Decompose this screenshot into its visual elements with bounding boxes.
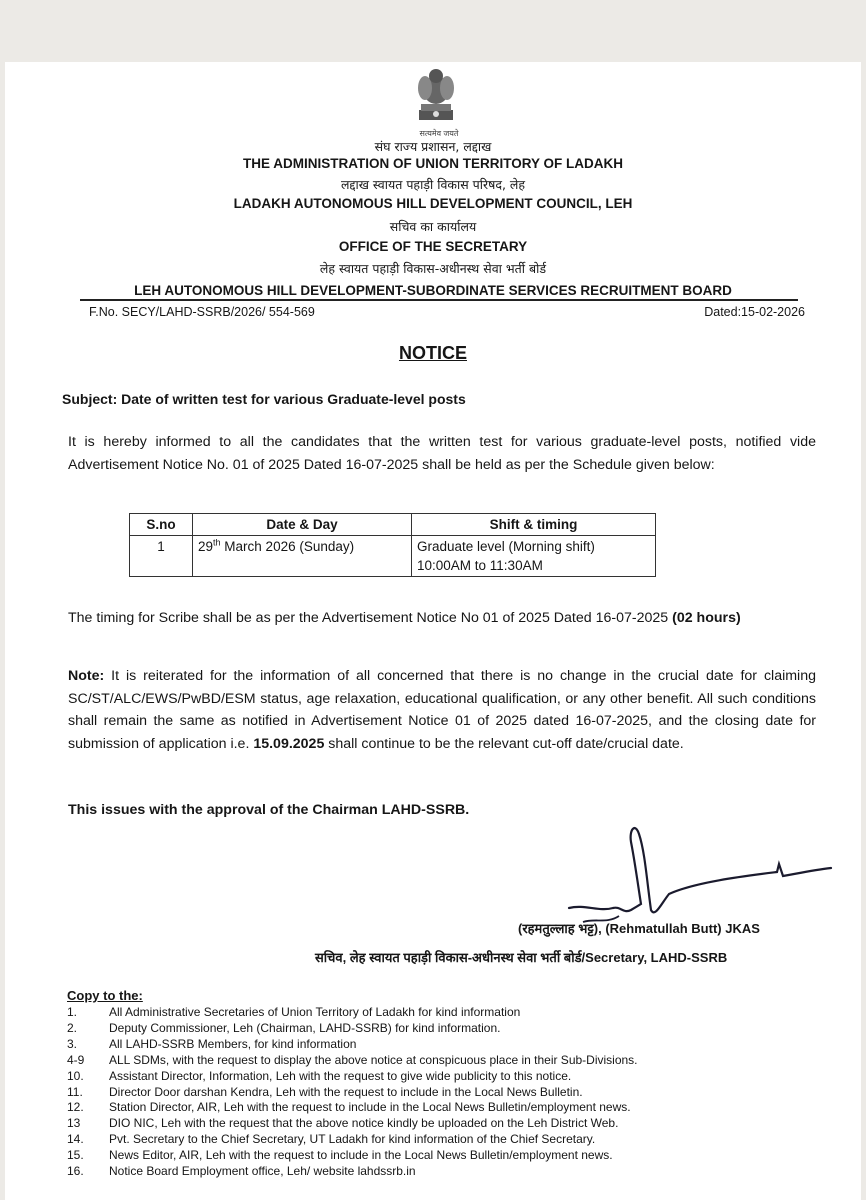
intro-paragraph: It is hereby informed to all the candidates that the written test for various graduate-level posts, notified vide Advertisement Notice No. 01 of 2025 Dated 16-07-2025 shall be held as per the Schedule given below: (68, 434, 816, 473)
header-line2-hindi: लद्दाख स्वायत पहाड़ी विकास परिषद, लेह (340, 177, 526, 192)
schedule-header-row (130, 514, 656, 536)
list-item (67, 1085, 638, 1101)
list-item (67, 1053, 638, 1069)
scribe-text: The timing for Scribe shall be as per the Advertisement Notice No 01 of 2025 Dated 16-07-2025 (68, 610, 673, 626)
shift-name: Graduate level (Morning shift) (417, 539, 595, 554)
header-line3-hindi: सचिव का कार्यालय (389, 219, 477, 234)
list-item-text: News Editor, AIR, Leh with the request to include in the Local News Bulletin/employment news. (109, 1148, 613, 1163)
header-line2-english: LADAKH AUTONOMOUS HILL DEVELOPMENT COUNCIL, LEH (233, 196, 633, 211)
header-line4-hindi: लेह स्वायत पहाड़ी विकास-अधीनस्थ सेवा भर्ती बोर्ड (319, 261, 547, 276)
col-date-header: Date & Day (193, 514, 412, 536)
list-item (67, 1100, 638, 1116)
list-item (67, 1116, 638, 1132)
header-line1-hindi: संघ राज्य प्रशासन, लद्दाख (374, 139, 492, 154)
note-closing-date: 15.09.2025 (253, 735, 325, 752)
list-item-number: 11. (67, 1084, 83, 1099)
list-item-text: Notice Board Employment office, Leh/ website lahdssrb.in (109, 1164, 416, 1179)
issue-date: Dated:15-02-2026 (704, 305, 805, 319)
list-item-number: 16. (67, 1164, 84, 1179)
page-title: NOTICE (398, 343, 467, 363)
table-row (130, 536, 656, 577)
list-item-text: Director Door darshan Kendra, Leh with the request to include in the Local News Bulletin. (109, 1084, 583, 1099)
list-item (67, 1132, 638, 1148)
note-paragraph (68, 665, 816, 755)
list-item-text: All LAHD-SSRB Members, for kind information (109, 1036, 357, 1051)
list-item (67, 1037, 638, 1053)
list-item-text: All Administrative Secretaries of Union Territory of Ladakh for kind information (109, 1005, 521, 1019)
signatory-designation: सचिव, लेह स्वायत पहाड़ी विकास-अधीनस्थ सेवा भर्ती बोर्ड/Secretary, LAHD-SSRB (315, 950, 728, 965)
header-line3-english: OFFICE OF THE SECRETARY (338, 239, 528, 254)
date-day-number: 29 (198, 539, 214, 554)
emblem-caption: सत्यमेव जयते (419, 129, 459, 138)
list-item-number: 1. (67, 1005, 78, 1019)
header-divider (80, 299, 798, 301)
subject-line: Subject: Date of written test for various Graduate-level posts (62, 391, 466, 407)
list-item (67, 1021, 638, 1037)
col-shift-header: Shift & timing (412, 514, 656, 536)
list-item-number: 13 (67, 1116, 81, 1131)
list-item-number: 3. (67, 1036, 78, 1051)
list-item-text: Station Director, AIR, Leh with the request to include in the Local News Bulletin/employment news. (109, 1100, 631, 1115)
national-emblem-icon (405, 64, 467, 124)
list-item-text: Deputy Commissioner, Leh (Chairman, LAHD-SSRB) for kind information. (109, 1020, 501, 1035)
notice-page (5, 62, 861, 1200)
scribe-duration: (02 hours) (672, 610, 741, 626)
date-rest: March 2026 (Sunday) (220, 539, 355, 554)
note-text-part1: It is reiterated for the information of all concerned that there is no change in the crucial date for claiming SC/ST/ALC/EWS/PwBD/ESM status, age relaxation, educational qualification, or any other benefit. All such conditions shall remain the same as notified in Advertisement Notice 01 of 2025 dated 16-07-2025, and the closing date for submission of application i.e. (68, 668, 816, 752)
signatory-name: (रहमतुल्लाह भट्ट), (Rehmatullah Butt) JKAS (518, 921, 760, 936)
copy-to-list (67, 1005, 638, 1180)
header-line4-english: LEH AUTONOMOUS HILL DEVELOPMENT-SUBORDINATE SERVICES RECRUITMENT BOARD (134, 283, 732, 298)
list-item (67, 1069, 638, 1085)
list-item-text: Pvt. Secretary to the Chief Secretary, UT Ladakh for kind information of the Chief Secretary. (109, 1132, 596, 1147)
list-item-number: 14. (67, 1132, 84, 1147)
list-item (67, 1005, 638, 1021)
list-item-text: ALL SDMs, with the request to display the above notice at conspicuous place in their Sub-Divisions. (109, 1052, 638, 1067)
shift-timing: 10:00AM to 11:30AM (417, 558, 543, 573)
list-item-number: 12. (67, 1100, 84, 1115)
copy-to-heading: Copy to the: (67, 988, 143, 1003)
cell-shift (412, 536, 656, 577)
cell-sno: 1 (130, 536, 193, 577)
schedule-table (129, 513, 656, 577)
list-item (67, 1164, 638, 1180)
date-ordinal: th (213, 537, 221, 548)
header-line1-english: THE ADMINISTRATION OF UNION TERRITORY OF LADAKH (243, 156, 623, 171)
list-item-text: Assistant Director, Information, Leh with the request to give wide publicity to this notice. (109, 1068, 572, 1083)
list-item-number: 15. (67, 1148, 84, 1163)
signature-scribble (565, 812, 835, 932)
note-label: Note: (68, 668, 105, 684)
note-text-part2: shall continue to be the relevant cut-off date/crucial date. (324, 735, 684, 752)
list-item-number: 4-9 (67, 1052, 85, 1067)
cell-date (193, 536, 412, 577)
file-number: F.No. SECY/LAHD-SSRB/2026/ 554-569 (89, 305, 315, 319)
col-sno-header: S.no (130, 514, 193, 536)
list-item-number: 2. (67, 1020, 78, 1035)
list-item (67, 1148, 638, 1164)
approval-line: This issues with the approval of the Chairman LAHD-SSRB. (68, 802, 470, 818)
list-item-text: DIO NIC, Leh with the request that the above notice kindly be uploaded on the Leh District Web. (109, 1116, 619, 1131)
scribe-paragraph (68, 607, 838, 630)
list-item-number: 10. (67, 1068, 84, 1083)
